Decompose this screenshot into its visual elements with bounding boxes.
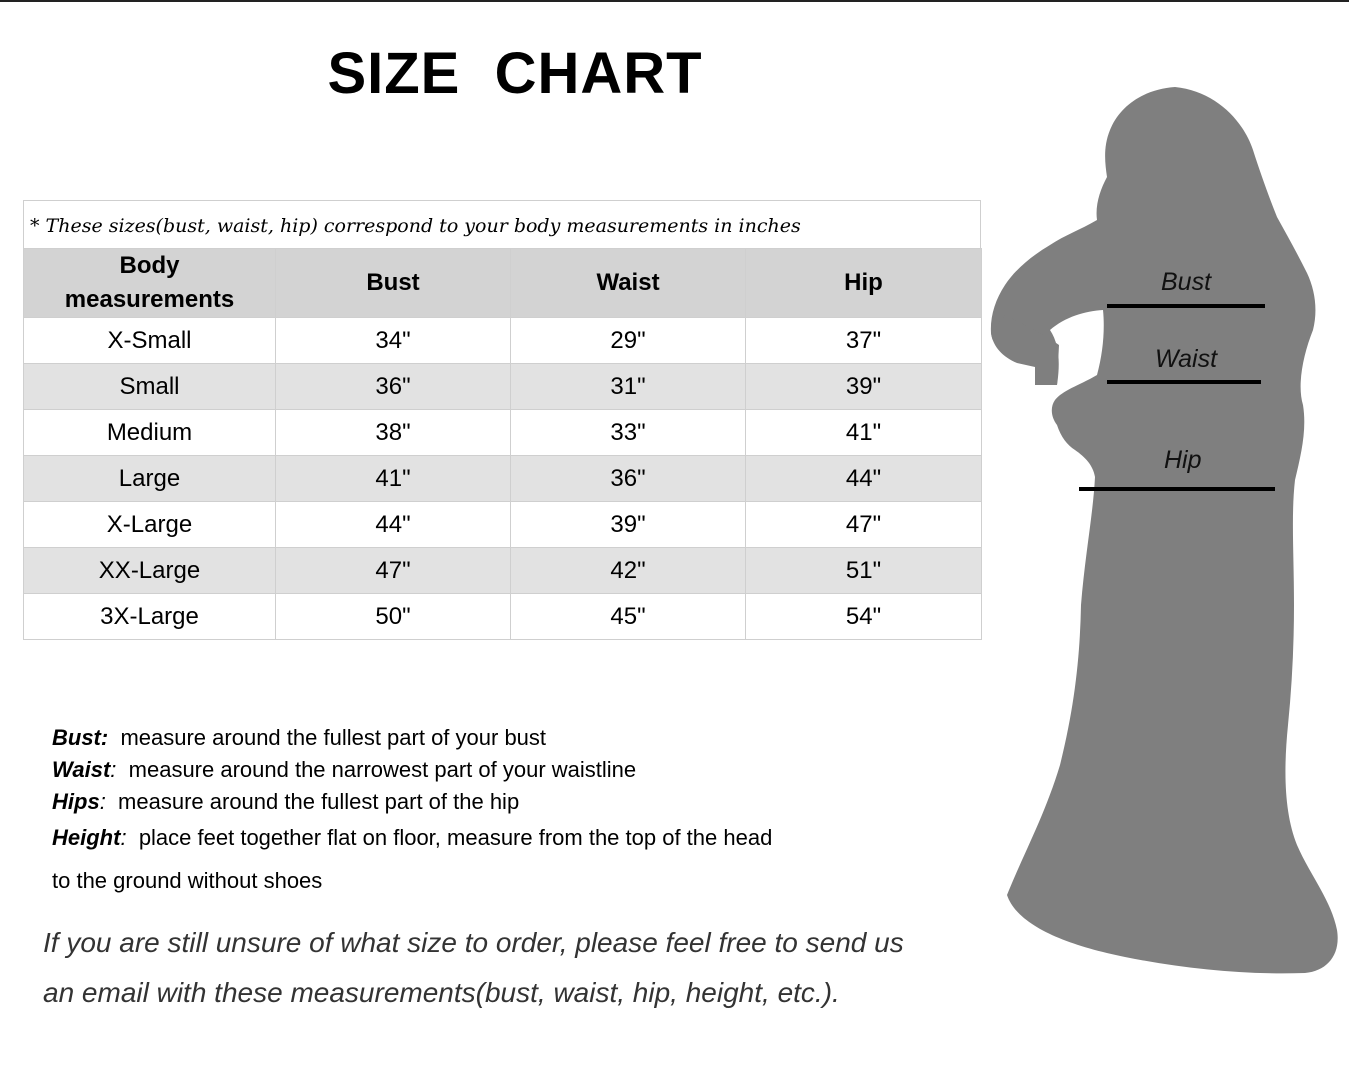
- definition-colon: :: [110, 757, 117, 782]
- woman-silhouette-icon: [985, 85, 1345, 985]
- hip-cell: 51": [746, 548, 982, 594]
- table-header-row: [24, 249, 982, 318]
- definition-waist: [52, 754, 932, 786]
- hip-line: [1079, 487, 1275, 491]
- bust-line: [1107, 304, 1265, 308]
- bust-cell: 36": [276, 364, 511, 410]
- definition-text: measure around the fullest part of your bust: [120, 725, 547, 750]
- definition-term: Waist: [52, 757, 111, 782]
- size-cell: XX-Large: [24, 548, 276, 594]
- table-row: [24, 548, 982, 594]
- table-row: [24, 318, 982, 364]
- measurement-definitions: [52, 722, 932, 896]
- page-title: SIZE CHART: [327, 41, 703, 106]
- header-bust: Bust: [276, 249, 511, 318]
- bust-cell: 38": [276, 410, 511, 456]
- table-row: [24, 410, 982, 456]
- top-rule: [0, 0, 1349, 2]
- bust-cell: 34": [276, 318, 511, 364]
- hip-cell: 41": [746, 410, 982, 456]
- bust-cell: 44": [276, 502, 511, 548]
- waist-cell: 33": [511, 410, 746, 456]
- closing-line-2: an email with these measurements(bust, waist, hip, height, etc.).: [43, 977, 840, 1008]
- bust-cell: 41": [276, 456, 511, 502]
- size-cell: X-Large: [24, 502, 276, 548]
- body-figure: [985, 85, 1345, 985]
- waist-cell: 29": [511, 318, 746, 364]
- size-table: [23, 248, 982, 640]
- header-body-measurements: [24, 249, 276, 318]
- figure-label-hip: Hip: [1164, 446, 1202, 474]
- bust-cell: 47": [276, 548, 511, 594]
- header-body-line1: Body: [119, 252, 180, 279]
- definition-term: Hips: [52, 789, 100, 814]
- figure-label-bust: Bust: [1161, 268, 1212, 296]
- definition-colon: :: [99, 789, 106, 814]
- size-cell: Small: [24, 364, 276, 410]
- table-row: [24, 594, 982, 640]
- definition-text: measure around the narrowest part of your waistline: [128, 757, 637, 782]
- definition-height: [52, 820, 932, 856]
- table-row: [24, 364, 982, 410]
- hip-cell: 44": [746, 456, 982, 502]
- figure-label-waist: Waist: [1155, 345, 1218, 373]
- size-cell: Large: [24, 456, 276, 502]
- size-cell: Medium: [24, 410, 276, 456]
- size-table-container: [23, 200, 981, 640]
- closing-line-1: If you are still unsure of what size to order, please feel free to send us: [43, 927, 904, 958]
- waist-cell: 45": [511, 594, 746, 640]
- definition-hips: [52, 786, 932, 818]
- header-waist: Waist: [511, 249, 746, 318]
- definition-bust: [52, 722, 932, 754]
- header-body-line2: measurements: [64, 286, 235, 313]
- definition-term: Height: [52, 825, 121, 850]
- waist-cell: 39": [511, 502, 746, 548]
- header-hip: Hip: [746, 249, 982, 318]
- size-cell: X-Small: [24, 318, 276, 364]
- hip-cell: 37": [746, 318, 982, 364]
- size-cell: 3X-Large: [24, 594, 276, 640]
- definition-colon: :: [120, 825, 127, 850]
- closing-note: [43, 918, 973, 1018]
- hip-cell: 54": [746, 594, 982, 640]
- waist-cell: 42": [511, 548, 746, 594]
- silhouette-shape: [991, 87, 1338, 973]
- waist-cell: 31": [511, 364, 746, 410]
- hip-cell: 39": [746, 364, 982, 410]
- definition-height-continued: to the ground without shoes: [52, 868, 323, 893]
- definition-text: measure around the fullest part of the hip: [118, 789, 520, 814]
- waist-line: [1107, 380, 1261, 384]
- table-note: * These sizes(bust, waist, hip) correspond to your body measurements in inches: [23, 200, 981, 248]
- hip-cell: 47": [746, 502, 982, 548]
- definition-text: place feet together flat on floor, measure from the top of the head: [138, 825, 773, 850]
- table-row: [24, 502, 982, 548]
- table-row: [24, 456, 982, 502]
- definition-term: Bust:: [52, 725, 109, 750]
- waist-cell: 36": [511, 456, 746, 502]
- bust-cell: 50": [276, 594, 511, 640]
